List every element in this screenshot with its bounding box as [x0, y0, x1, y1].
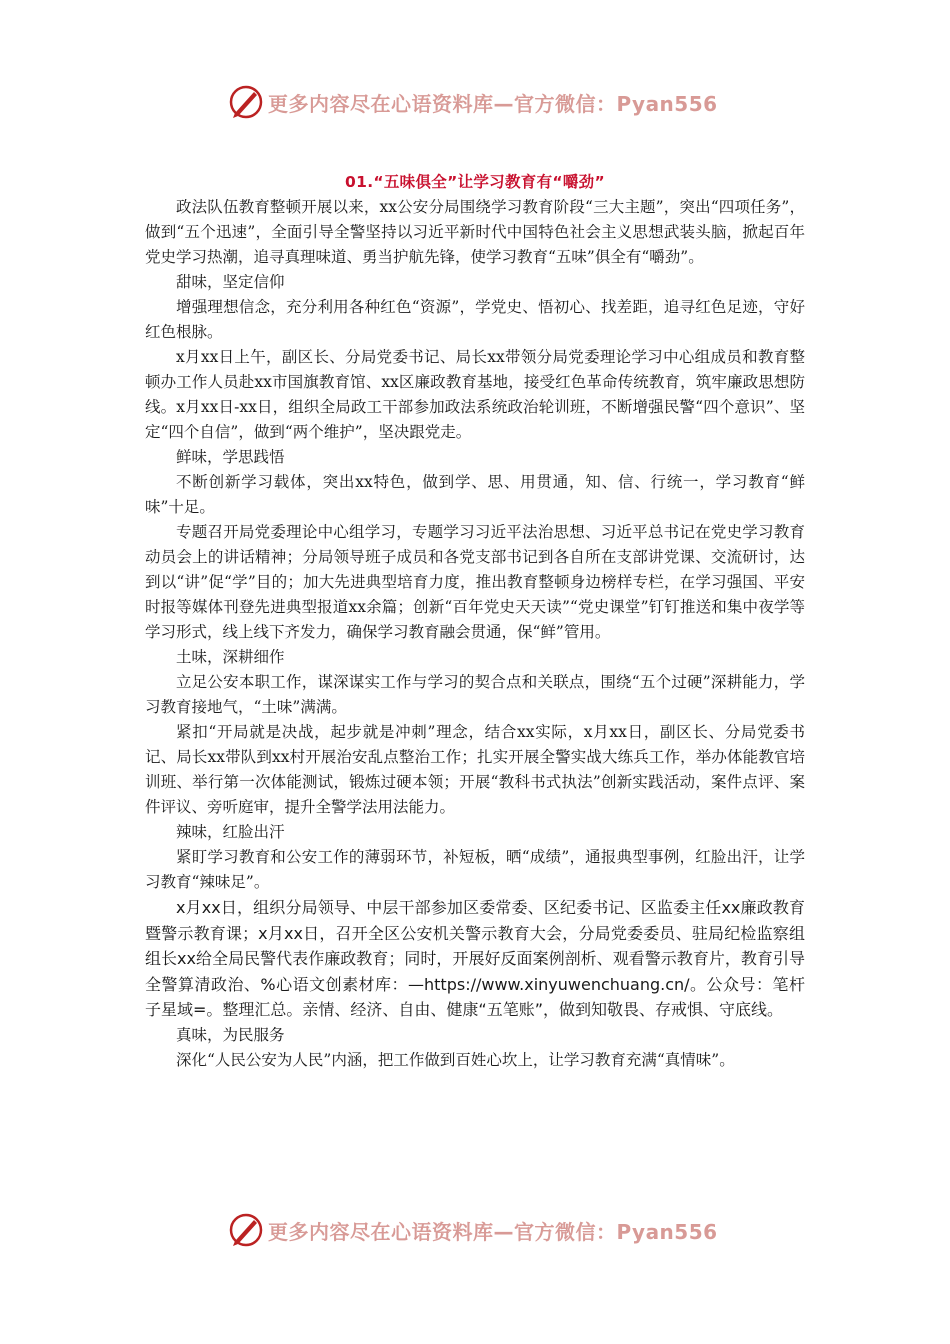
article-body: [145, 195, 805, 1073]
paragraph: x月xx日上午，副区长、分局党委书记、局长xx带领分局党委理论学习中心组成员和教育整顿办工作人员赴xx市国旗教育馆、xx区廉政教育基地，接受红色革命传统教育，筑牢廉政思想防线。x月xx日-xx日，组织全局政工干部参加政法系统政治轮训班，不断增强民警“四个意识”、坚定“四个自信”，做到“两个维护”，坚决跟党走。: [145, 348, 805, 441]
paragraph: 专题召开局党委理论中心组学习，专题学习习近平法治思想、习近平总书记在党史学习教育动员会上的讲话精神；分局领导班子成员和各党支部书记到各自所在支部讲党课、交流研讨，达到以“讲”促“学”目的；加大先进典型培育力度，推出教育整顿身边榜样专栏，在学习强国、平安时报等媒体刊登先进典型报道xx余篇；创新“百年党史天天读”“党史课堂”钉钉推送和集中夜学等学习形式，线上线下齐发力，确保学习教育融会贯通，保“鲜”管用。: [145, 523, 805, 641]
paragraph: 立足公安本职工作，谋深谋实工作与学习的契合点和关联点，围绕“五个过硬”深耕能力，学习教育接地气，“土味”满满。: [145, 673, 805, 716]
footer-banner: [0, 1208, 950, 1252]
article-title: 01.“五味俱全”让学习教育有“嚼劲”: [345, 173, 605, 191]
paragraph: 增强理想信念，充分利用各种红色“资源”，学党史、悟初心、找差距，追寻红色足迹，守好红色根脉。: [145, 298, 805, 341]
section-heading: 鲜味，学思践悟: [176, 448, 285, 466]
section-heading: 真味，为民服务: [176, 1025, 285, 1044]
section-heading: 甜味，坚定信仰: [176, 273, 285, 291]
header-banner: [0, 80, 950, 124]
paragraph: 不断创新学习载体，突出xx特色，做到学、思、用贯通，知、信、行统一，学习教育“鲜味”十足。: [145, 473, 805, 516]
section-heading: 土味，深耕细作: [176, 648, 285, 666]
paragraph: x月xx日，组织分局领导、中层干部参加区委常委、区纪委书记、区监委主任xx廉政教育暨警示教育课；x月xx日，召开全区公安机关警示教育大会，分局党委委员、驻局纪检监察组组长xx给全局民警代表作廉政教育；同时，开展好反面案例剖析、观看警示教育片，教育引导全警算清政治、%心语文创素材库：—https://www.xinyuwenchuang.cn/。公众号：笔杆子星域=。整理汇总。亲情、经济、自由、健康“五笔账”，做到知敬畏、存戒惧、守底线。: [145, 898, 805, 1019]
pen-logo-icon: [226, 1210, 266, 1250]
paragraph: 紧扣“开局就是决战，起步就是冲刺”理念，结合xx实际，x月xx日，副区长、分局党委书记、局长xx带队到xx村开展治安乱点整治工作；扎实开展全警实战大练兵工作，举办体能教官培训班、举行第一次体能测试，锻炼过硬本领；开展“教科书式执法”创新实践活动，案件点评、案件评议、旁听庭审，提升全警学法用法能力。: [145, 723, 805, 816]
section-heading: 辣味，红脸出汗: [176, 823, 285, 841]
banner-text: 更多内容尽在心语资料库—官方微信：Pyan556: [268, 91, 718, 116]
paragraph: 深化“人民公安为人民”内涵，把工作做到百姓心坎上，让学习教育充满“真情味”。: [176, 1050, 735, 1069]
pen-logo-icon: [226, 82, 266, 122]
paragraph: 紧盯学习教育和公安工作的薄弱环节，补短板，晒“成绩”，通报典型事例，红脸出汗，让学习教育“辣味足”。: [145, 848, 805, 891]
paragraph: 政法队伍教育整顿开展以来，xx公安分局围绕学习教育阶段“三大主题”，突出“四项任务”，做到“五个迅速”，全面引导全警坚持以习近平新时代中国特色社会主义思想武装头脑，掀起百年党史学习热潮，追寻真理味道、勇当护航先锋，使学习教育“五味”俱全有“嚼劲”。: [145, 198, 805, 266]
banner-text: 更多内容尽在心语资料库—官方微信：Pyan556: [268, 1219, 718, 1244]
